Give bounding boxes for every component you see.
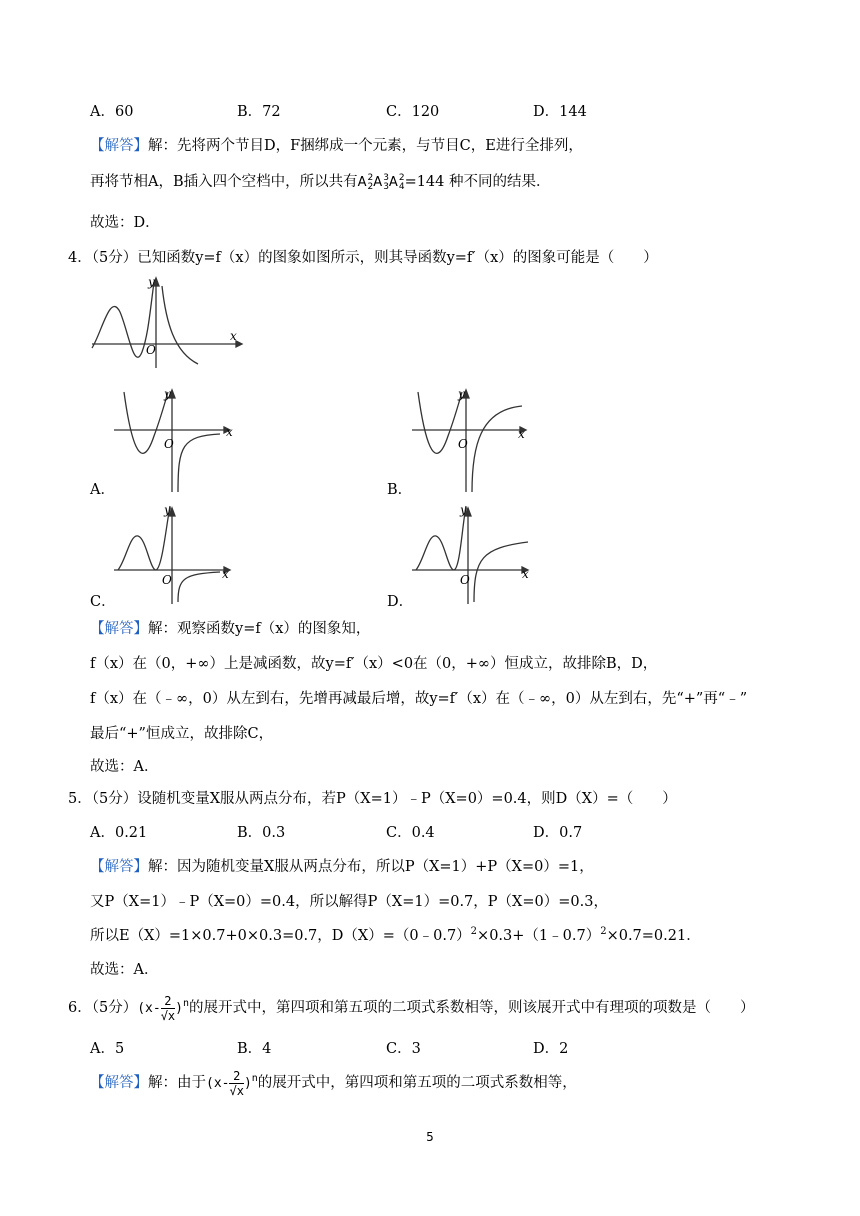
svg-text:x: x [222, 567, 229, 581]
permutation-expression: A2 2A3 3A2 4 [357, 172, 405, 192]
q4-option-d-label: D． [387, 594, 414, 610]
q4-option-d-graph [410, 498, 540, 608]
curve-left [92, 282, 154, 357]
svg-text:y: y [460, 503, 467, 517]
solution-tag: 【解答】 [90, 1075, 148, 1091]
q5-option-b: B．0.3 [237, 825, 286, 841]
q5-answer: 故选：A． [90, 962, 159, 978]
svg-text:O: O [458, 437, 468, 451]
q4-option-a-graph [112, 386, 242, 496]
q5-option-a: A．0.21 [90, 825, 148, 841]
q4-option-c-graph [112, 498, 242, 608]
svg-text:O: O [162, 573, 172, 587]
svg-text:y: y [458, 387, 465, 401]
q5-solution-line2: 又P（X=1）﹣P（X=0）=0.4，所以解得P（X=1）=0.7，P（X=0）=0.3， [90, 894, 608, 910]
svg-text:y: y [164, 503, 171, 517]
q5-option-d: D．0.7 [533, 825, 583, 841]
curve-right [162, 286, 198, 364]
q6-option-c: C．3 [386, 1041, 421, 1057]
svg-text:x: x [522, 567, 529, 581]
binomial-expression: (x- $\frac{2}{√x}$ )$^n$ [206, 1069, 258, 1098]
svg-text:x: x [518, 427, 525, 441]
svg-text:O: O [146, 343, 156, 357]
q6-option-d: D．2 [533, 1041, 569, 1057]
q4-solution-line2: f（x）在（0，+∞）上是减函数，故y=f′（x）<0在（0，+∞）恒成立，故排除B，D， [90, 656, 658, 672]
solution-tag: 【解答】 [90, 621, 148, 637]
q4-stem: 4．（5分）已知函数y=f（x）的图象如图所示，则其导函数y=f′（x）的图象可能是（ ） [68, 250, 658, 266]
q4-answer: 故选：A． [90, 759, 159, 775]
q4-option-b-graph [410, 386, 540, 496]
q3-answer: 故选：D． [90, 215, 160, 231]
svg-text:O: O [164, 437, 174, 451]
q4-solution-line4: 最后“+”恒成立，故排除C， [90, 726, 274, 742]
q6-stem: 6．（5分）(x- $\frac{2}{√x}$ )$^n$的展开式中，第四项和第五项的二项式系数相等，则该展开式中有理项的项数是（ ） [68, 994, 755, 1023]
q6-solution-line1: 【解答】解：由于(x- $\frac{2}{√x}$ )$^n$的展开式中，第四项和第五项的二项式系数相等， [90, 1069, 577, 1098]
q5-option-c: C．0.4 [386, 825, 435, 841]
q3-option-b: B．72 [237, 104, 281, 120]
solution-tag: 【解答】 [90, 859, 148, 875]
q5-solution-line3: 所以E（X）=1×0.7+0×0.3=0.7，D（X）=（0﹣0.7）$^2$×0.3+（1﹣0.7）$^2$×0.7=0.21． [90, 926, 701, 944]
svg-text:y: y [164, 387, 171, 401]
svg-text:x: x [230, 329, 237, 343]
q3-solution-line2: 再将节相A，B插入四个空档中，所以共有A2 2A3 3A2 4=144 种不同的结果． [90, 172, 551, 192]
svg-text:O: O [460, 573, 470, 587]
binomial-expression: (x- $\frac{2}{√x}$ )$^n$ [137, 994, 189, 1023]
solution-tag: 【解答】 [90, 138, 148, 154]
q3-option-c: C．120 [386, 104, 440, 120]
q4-option-b-label: B． [387, 482, 413, 498]
q4-option-c-label: C． [90, 594, 116, 610]
q6-option-a: A．5 [90, 1041, 125, 1057]
page-number: 5 [426, 1130, 434, 1144]
q3-solution-line1: 【解答】解：先将两个节目D，F捆绑成一个元素，与节目C，E进行全排列， [90, 138, 583, 154]
q4-option-a-label: A． [90, 482, 115, 498]
q5-solution-line1: 【解答】解：因为随机变量X服从两点分布，所以P（X=1）+P（X=0）=1， [90, 859, 594, 875]
q4-solution-line3: f（x）在（﹣∞，0）从左到右，先增再减最后增，故y=f′（x）在（﹣∞，0）从左到右，先“+”再“﹣” [90, 691, 748, 707]
q4-function-graph [88, 272, 248, 372]
q3-option-a: A．60 [90, 104, 134, 120]
svg-text:y: y [148, 275, 155, 289]
q3-option-d: D．144 [533, 104, 587, 120]
q5-stem: 5．（5分）设随机变量X服从两点分布，若P（X=1）﹣P（X=0）=0.4，则D（X）=（ ） [68, 791, 677, 807]
q6-option-b: B．4 [237, 1041, 272, 1057]
svg-text:x: x [226, 425, 233, 439]
q4-solution-line1: 【解答】解：观察函数y=f（x）的图象知， [90, 621, 371, 637]
